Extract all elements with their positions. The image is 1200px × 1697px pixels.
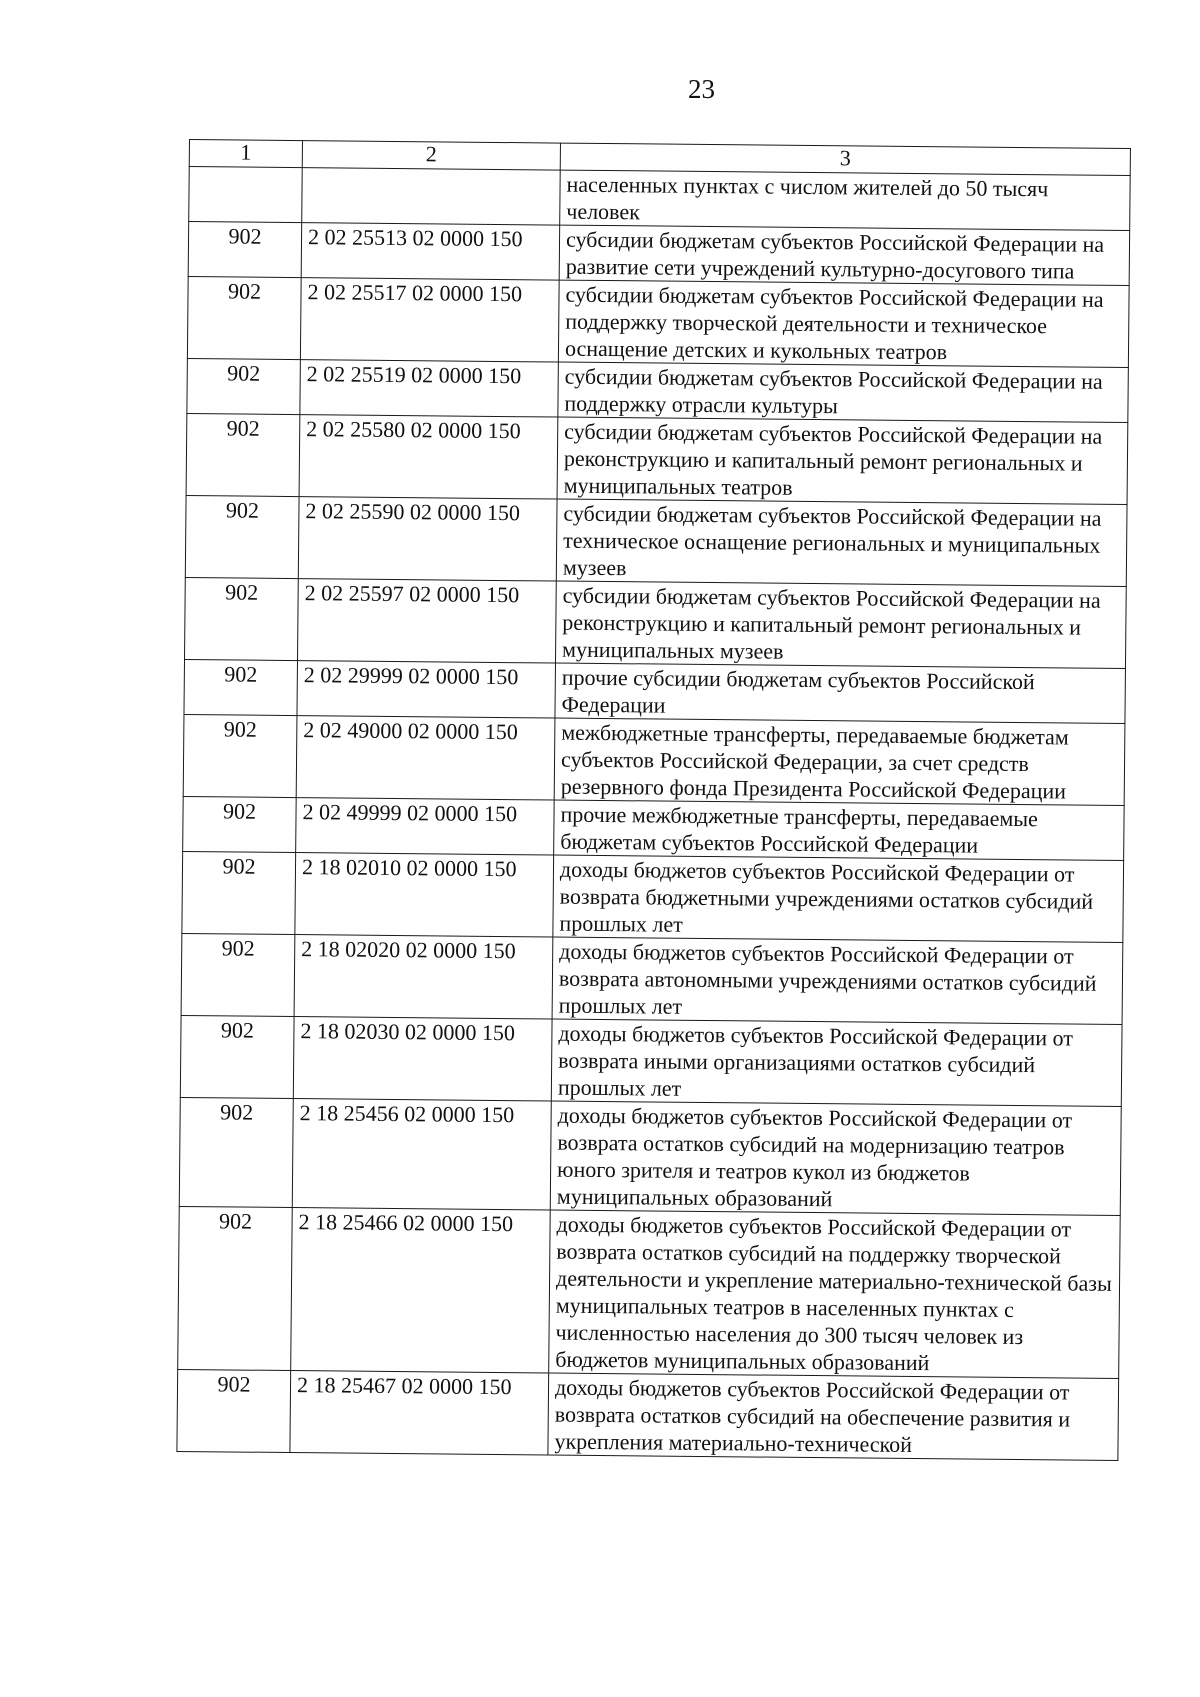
budget-code-cell: 2 02 25590 02 0000 150 [298,497,557,581]
table-row [185,495,1127,586]
budget-code-cell: 2 02 25519 02 0000 150 [300,360,559,417]
admin-code-cell: 902 [187,276,301,359]
budget-code-cell: 2 02 49000 02 0000 150 [296,716,555,800]
budget-code-cell [302,168,561,225]
admin-code-cell: 902 [185,495,299,578]
admin-code-cell: 902 [187,358,301,414]
admin-code-cell: 902 [183,714,297,797]
budget-code-cell: 2 18 25466 02 0000 150 [291,1208,551,1373]
description-cell: субсидии бюджетам субъектов Российской Федерации на развитие сети учреждений культурно-досугового типа [559,225,1130,285]
admin-code-cell: 902 [181,933,295,1016]
budget-code-cell: 2 18 25456 02 0000 150 [292,1099,551,1210]
budget-code-cell: 2 18 02010 02 0000 150 [295,853,554,937]
description-cell: доходы бюджетов субъектов Российской Федерации от возврата остатков субсидий на модернизацию театров юного зрителя и театров кукол из бюджетов муниципальных образований [550,1101,1121,1215]
table-row [187,358,1128,422]
table-row [183,714,1125,805]
description-cell: субсидии бюджетам субъектов Российской Федерации на поддержку отрасли культуры [558,362,1129,422]
admin-code-cell: 902 [179,1097,293,1207]
admin-code-cell: 902 [180,1015,294,1098]
description-cell: населенных пунктах с числом жителей до 50 тысяч человек [560,170,1131,230]
budget-code-cell: 2 02 49999 02 0000 150 [296,798,555,855]
column-header-2: 2 [302,141,560,170]
admin-code-cell: 902 [184,659,298,715]
table-row [182,851,1124,942]
admin-code-cell: 902 [186,413,300,496]
description-cell: субсидии бюджетам субъектов Российской Федерации на поддержку творческой деятельности и техническое оснащение детских и кукольных театров [558,280,1129,367]
page-number: 23 [688,74,715,104]
table-row [180,1015,1122,1106]
budget-code-cell: 2 02 25597 02 0000 150 [297,579,556,663]
budget-code-cell: 2 02 29999 02 0000 150 [297,661,556,718]
description-cell: доходы бюджетов субъектов Российской Федерации от возврата автономными учреждениями остатков субсидий прошлых лет [552,937,1123,1024]
budget-codes-table [176,139,1131,1461]
description-cell: доходы бюджетов субъектов Российской Федерации от возврата остатков субсидий на поддержку творческой деятельности и укрепление материально-технической базы муниципальных театров в населенных пунктах с численностью населения до 300 тысяч человек из бюджетов муниципальных образований [549,1210,1121,1378]
description-cell: доходы бюджетов субъектов Российской Федерации от возврата бюджетными учреждениями остатков субсидий прошлых лет [553,855,1124,942]
budget-code-cell: 2 18 02020 02 0000 150 [294,935,553,1019]
budget-code-cell: 2 02 25513 02 0000 150 [301,223,560,280]
admin-code-cell [189,167,303,223]
budget-code-cell: 2 02 25517 02 0000 150 [300,278,559,362]
column-header-1: 1 [189,140,302,168]
table-row [179,1097,1121,1215]
admin-code-cell: 902 [182,851,296,934]
admin-code-cell: 902 [183,796,297,852]
description-cell: доходы бюджетов субъектов Российской Федерации от возврата остатков субсидий на обеспечение развития и укрепления материально-технической [548,1373,1119,1460]
admin-code-cell: 902 [177,1369,291,1452]
budget-code-cell: 2 18 02030 02 0000 150 [293,1017,552,1101]
description-cell: прочие межбюджетные трансферты, передаваемые бюджетам субъектов Российской Федерации [554,800,1125,860]
table-row [183,796,1124,860]
table-row [185,577,1127,668]
description-cell: субсидии бюджетам субъектов Российской Федерации на реконструкцию и капитальный ремонт региональных и муниципальных театров [557,417,1128,504]
admin-code-cell: 902 [178,1206,293,1370]
budget-code-cell: 2 02 25580 02 0000 150 [299,415,558,499]
description-cell: субсидии бюджетам субъектов Российской Федерации на реконструкцию и капитальный ремонт региональных и муниципальных музеев [555,581,1126,668]
description-cell: субсидии бюджетам субъектов Российской Федерации на техническое оснащение региональных и муниципальных музеев [556,499,1127,586]
table-row [189,167,1130,231]
admin-code-cell: 902 [188,222,302,278]
table-row [184,659,1125,723]
admin-code-cell: 902 [185,577,299,660]
table-row [188,222,1129,286]
table-row [181,933,1123,1024]
table-row [187,276,1129,367]
table-row [178,1206,1121,1378]
description-cell: межбюджетные трансферты, передаваемые бюджетам субъектов Российской Федерации, за счет средств резервного фонда Президента Российской Федерации [554,718,1125,805]
table-row [186,413,1128,504]
budget-code-cell: 2 18 25467 02 0000 150 [290,1371,549,1455]
table-row [177,1369,1119,1460]
column-header-3: 3 [560,143,1130,175]
description-cell: прочие субсидии бюджетам субъектов Российской Федерации [555,663,1126,723]
description-cell: доходы бюджетов субъектов Российской Федерации от возврата иными организациями остатков субсидий прошлых лет [551,1019,1122,1106]
